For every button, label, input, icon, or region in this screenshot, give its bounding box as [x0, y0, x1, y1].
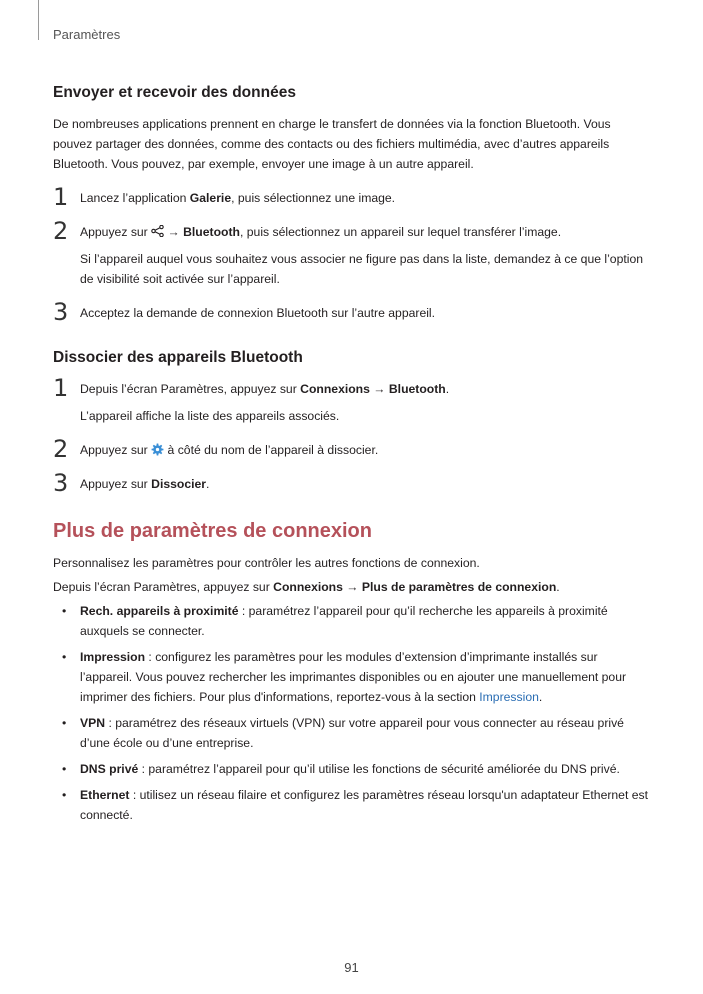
impression-link[interactable]: Impression — [479, 690, 539, 704]
share-icon — [151, 225, 164, 237]
bullet: • — [62, 716, 67, 730]
list-item: • DNS privé : paramétrez l’appareil pour qu’il utilise les fonctions de sécurité améliorée du DNS privé. — [53, 759, 653, 779]
header-divider — [38, 0, 39, 40]
bullet: • — [62, 604, 67, 618]
step-number: 2 — [53, 217, 69, 245]
settings-list — [53, 601, 653, 825]
step-2 — [53, 217, 653, 289]
section-send-receive — [53, 84, 653, 326]
section-intro: Personnalisez les paramètres pour contrôler les autres fonctions de connexion. — [53, 556, 480, 570]
section-heading: Envoyer et recevoir des données — [53, 84, 296, 101]
step-3 — [53, 469, 653, 497]
ui-term: Plus de paramètres de connexion — [361, 580, 557, 594]
step-1 — [53, 183, 653, 211]
step-note: Si l’appareil auquel vous souhaitez vous associer ne figure pas dans la liste, demandez à ce que l’option de visibilité soit activée sur l’appareil. — [80, 252, 644, 286]
list-item: • Ethernet : utilisez un réseau filaire et configurez les paramètres réseau lorsqu'un adaptateur Ethernet est connecté. — [53, 785, 653, 825]
step-text: Appuyez sur Dissocier. — [80, 477, 210, 491]
ui-term: Connexions — [300, 382, 370, 396]
step-text: Lancez l’application Galerie, puis sélectionnez une image. — [80, 191, 396, 205]
bullet: • — [62, 788, 67, 802]
bullet: • — [62, 650, 67, 664]
step-number: 1 — [53, 374, 69, 402]
list-item: • Rech. appareils à proximité : paramétrez l’appareil pour qu’il recherche les appareils à proximité auxquels se connecter. — [53, 601, 653, 641]
section-path: Depuis l’écran Paramètres, appuyez sur Connexions → Plus de paramètres de connexion. — [53, 580, 560, 594]
step-2 — [53, 435, 653, 463]
step-text: Appuyez sur à côté du nom de l’appareil à dissocier. — [80, 443, 379, 457]
section-more-connection-settings — [53, 520, 653, 825]
section-heading: Dissocier des appareils Bluetooth — [53, 349, 303, 366]
page-content — [53, 84, 653, 831]
page-number: 91 — [344, 960, 359, 975]
section-intro: De nombreuses applications prennent en charge le transfert de données via la fonction Bluetooth. Vous pouvez partager des données, comme des contacts ou des fichiers multimédia, avec d’autres appareils Bluetooth. Vous pouvez, par exemple, envoyer une image à un autre appareil. — [53, 117, 611, 171]
step-text: Acceptez la demande de connexion Bluetooth sur l’autre appareil. — [80, 306, 436, 320]
section-unpair — [53, 349, 653, 497]
step-number: 3 — [53, 298, 69, 326]
ui-term: Dissocier — [151, 477, 207, 491]
step-1 — [53, 374, 653, 426]
step-number: 3 — [53, 469, 69, 497]
ui-term: Bluetooth — [388, 382, 446, 396]
ui-term: Connexions — [273, 580, 343, 594]
step-3 — [53, 298, 653, 326]
step-number: 2 — [53, 435, 69, 463]
step-text: Depuis l’écran Paramètres, appuyez sur Connexions → Bluetooth. — [80, 382, 450, 396]
list-item: • VPN : paramétrez des réseaux virtuels (VPN) sur votre appareil pour vous connecter au réseau privé d’une école ou d’une entreprise. — [53, 713, 653, 753]
ui-term: Bluetooth — [183, 225, 240, 239]
chapter-heading: Plus de paramètres de connexion — [53, 520, 372, 542]
list-item: • Impression : configurez les paramètres pour les modules d’extension d’imprimante installés sur l’appareil. Vous pouvez rechercher les imprimantes disponibles ou en ajouter une manuellement pour imprimer des fichiers. Pour plus d'informations, reportez-vous à la section Impression. — [53, 647, 653, 707]
gear-icon — [151, 443, 164, 456]
ui-term: Galerie — [189, 191, 232, 205]
step-text: Appuyez sur → Bluetooth, puis sélectionnez un appareil sur lequel transférer l’image. — [80, 225, 562, 239]
running-header: Paramètres — [53, 27, 121, 42]
step-note: L’appareil affiche la liste des appareils associés. — [80, 409, 340, 423]
step-number: 1 — [53, 183, 69, 211]
bullet: • — [62, 762, 67, 776]
